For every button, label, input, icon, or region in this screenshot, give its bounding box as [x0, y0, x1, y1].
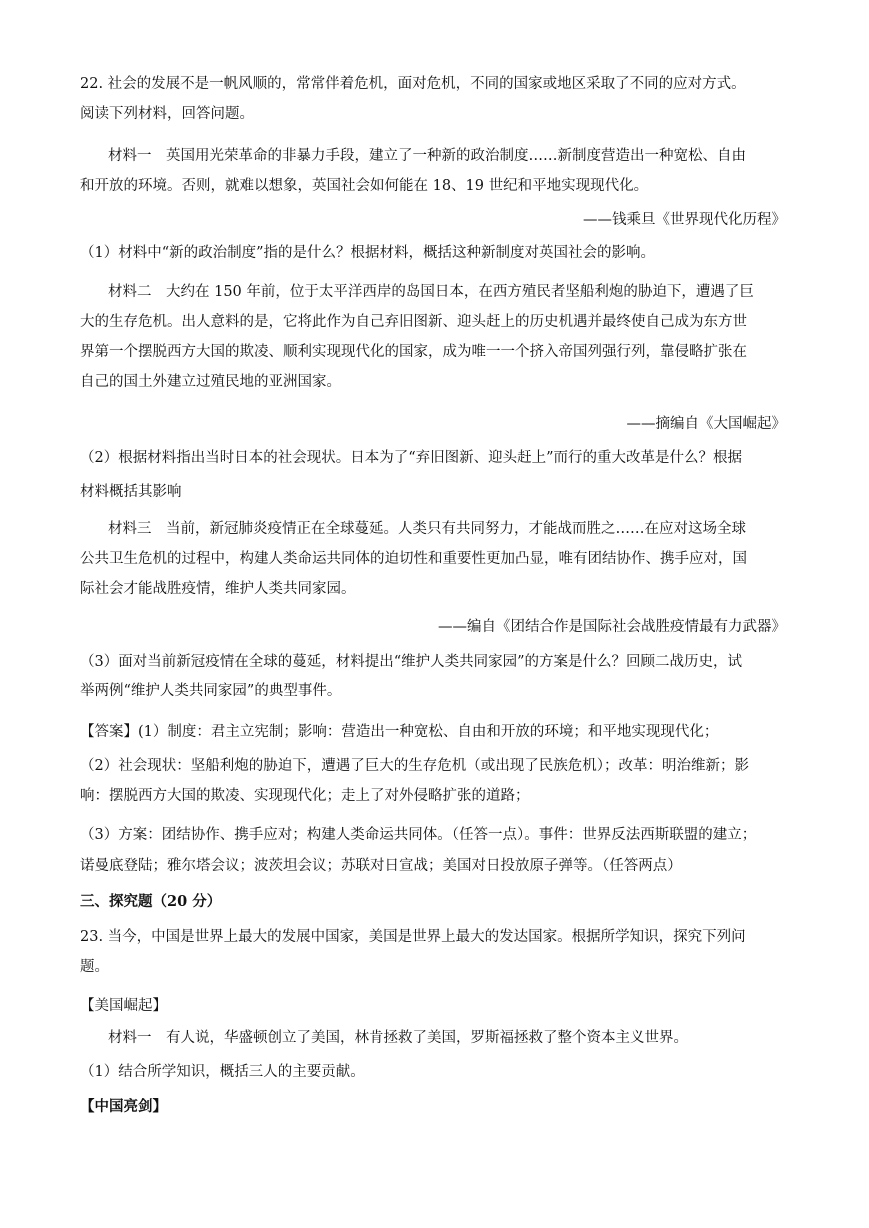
- section-heading: 【中国亮剑】: [80, 1098, 167, 1115]
- text-line: 材料一 有人说，华盛顿创立了美国，林肯拯救了美国，罗斯福拯救了整个资本主义世界。: [108, 1030, 688, 1046]
- text-line: （1）材料中“新的政治制度”指的是什么？根据材料，概括这种新制度对英国社会的影响。: [80, 245, 656, 261]
- text-line: 【答案】(1）制度：君主立宪制；影响：营造出一种宽松、自由和开放的环境；和平地实现现代化；: [80, 724, 719, 740]
- text-line: 材料概括其影响: [80, 484, 182, 500]
- text-line: 公共卫生危机的过程中，构建人类命运共同体的迫切性和重要性更加凸显，唯有团结协作、携手应对，国: [80, 551, 747, 567]
- source-citation: ——钱乘旦《世界现代化历程》: [583, 212, 786, 228]
- text-line: 自己的国土外建立过殖民地的亚洲国家。: [80, 374, 341, 390]
- text-line: 诺曼底登陆；雅尔塔会议；波茨坦会议；苏联对日宣战；美国对日投放原子弹等。（任答两点）: [80, 858, 682, 874]
- text-line: 材料一 英国用光荣革命的非暴力手段，建立了一种新的政治制度……新制度营造出一种宽松、自由: [108, 148, 746, 164]
- source-citation: ——编自《团结合作是国际社会战胜疫情最有力武器》: [438, 619, 786, 635]
- text-line: （3）方案：团结协作、携手应对；构建人类命运共同体。（任答一点）。事件：世界反法西斯联盟的建立；: [80, 827, 757, 843]
- text-line: （2）根据材料指出当时日本的社会现状。日本为了“弃旧图新、迎头赶上”而行的重大改革是什么？根据: [80, 450, 743, 466]
- text-line: （2）社会现状：坚船利炮的胁迫下，遭遇了巨大的生存危机（或出现了民族危机）；改革：明治维新；影: [80, 758, 749, 774]
- text-line: 材料三 当前，新冠肺炎疫情正在全球蔓延。人类只有共同努力，才能战而胜之……在应对这场全球: [108, 521, 746, 537]
- text-line: 22. 社会的发展不是一帆风顺的，常常伴着危机，面对危机，不同的国家或地区采取了不同的应对方式。: [80, 76, 746, 92]
- text-line: （1）结合所学知识，概括三人的主要贡献。: [80, 1064, 365, 1080]
- text-line: 材料二 大约在 150 年前，位于太平洋西岸的岛国日本，在西方殖民者坚船利炮的胁迫下，遭遇了巨: [108, 284, 754, 300]
- text-line: 和开放的环境。否则，就难以想象，英国社会如何能在 18、19 世纪和平地实现现代化。: [80, 178, 649, 194]
- text-line: 响：摆脱西方大国的欺凌、实现现代化；走上了对外侵略扩张的道路；: [80, 788, 530, 804]
- text-line: 大的生存危机。出人意料的是，它将此作为自己弃旧图新、迎头赶上的历史机遇并最终使自己成为东方世: [80, 314, 747, 330]
- text-line: 阅读下列材料，回答问题。: [80, 106, 254, 122]
- text-line: 【美国崛起】: [80, 998, 167, 1014]
- text-line: 举两例“维护人类共同家园”的典型事件。: [80, 683, 342, 699]
- section-heading: 三、探究题（20 分）: [80, 893, 222, 910]
- text-line: 界第一个摆脱西方大国的欺凌、顺利实现现代化的国家，成为唯一一个挤入帝国列强行列，靠侵略扩张在: [80, 344, 747, 360]
- source-citation: ——摘编自《大国崛起》: [626, 416, 786, 432]
- text-line: 题。: [80, 959, 109, 975]
- text-line: （3）面对当前新冠疫情在全球的蔓延，材料提出“维护人类共同家园”的方案是什么？回顾二战历史，试: [80, 654, 743, 670]
- text-line: 23. 当今，中国是世界上最大的发展中国家，美国是世界上最大的发达国家。根据所学知识，探究下列问: [80, 929, 746, 945]
- text-line: 际社会才能战胜疫情，维护人类共同家园。: [80, 581, 356, 597]
